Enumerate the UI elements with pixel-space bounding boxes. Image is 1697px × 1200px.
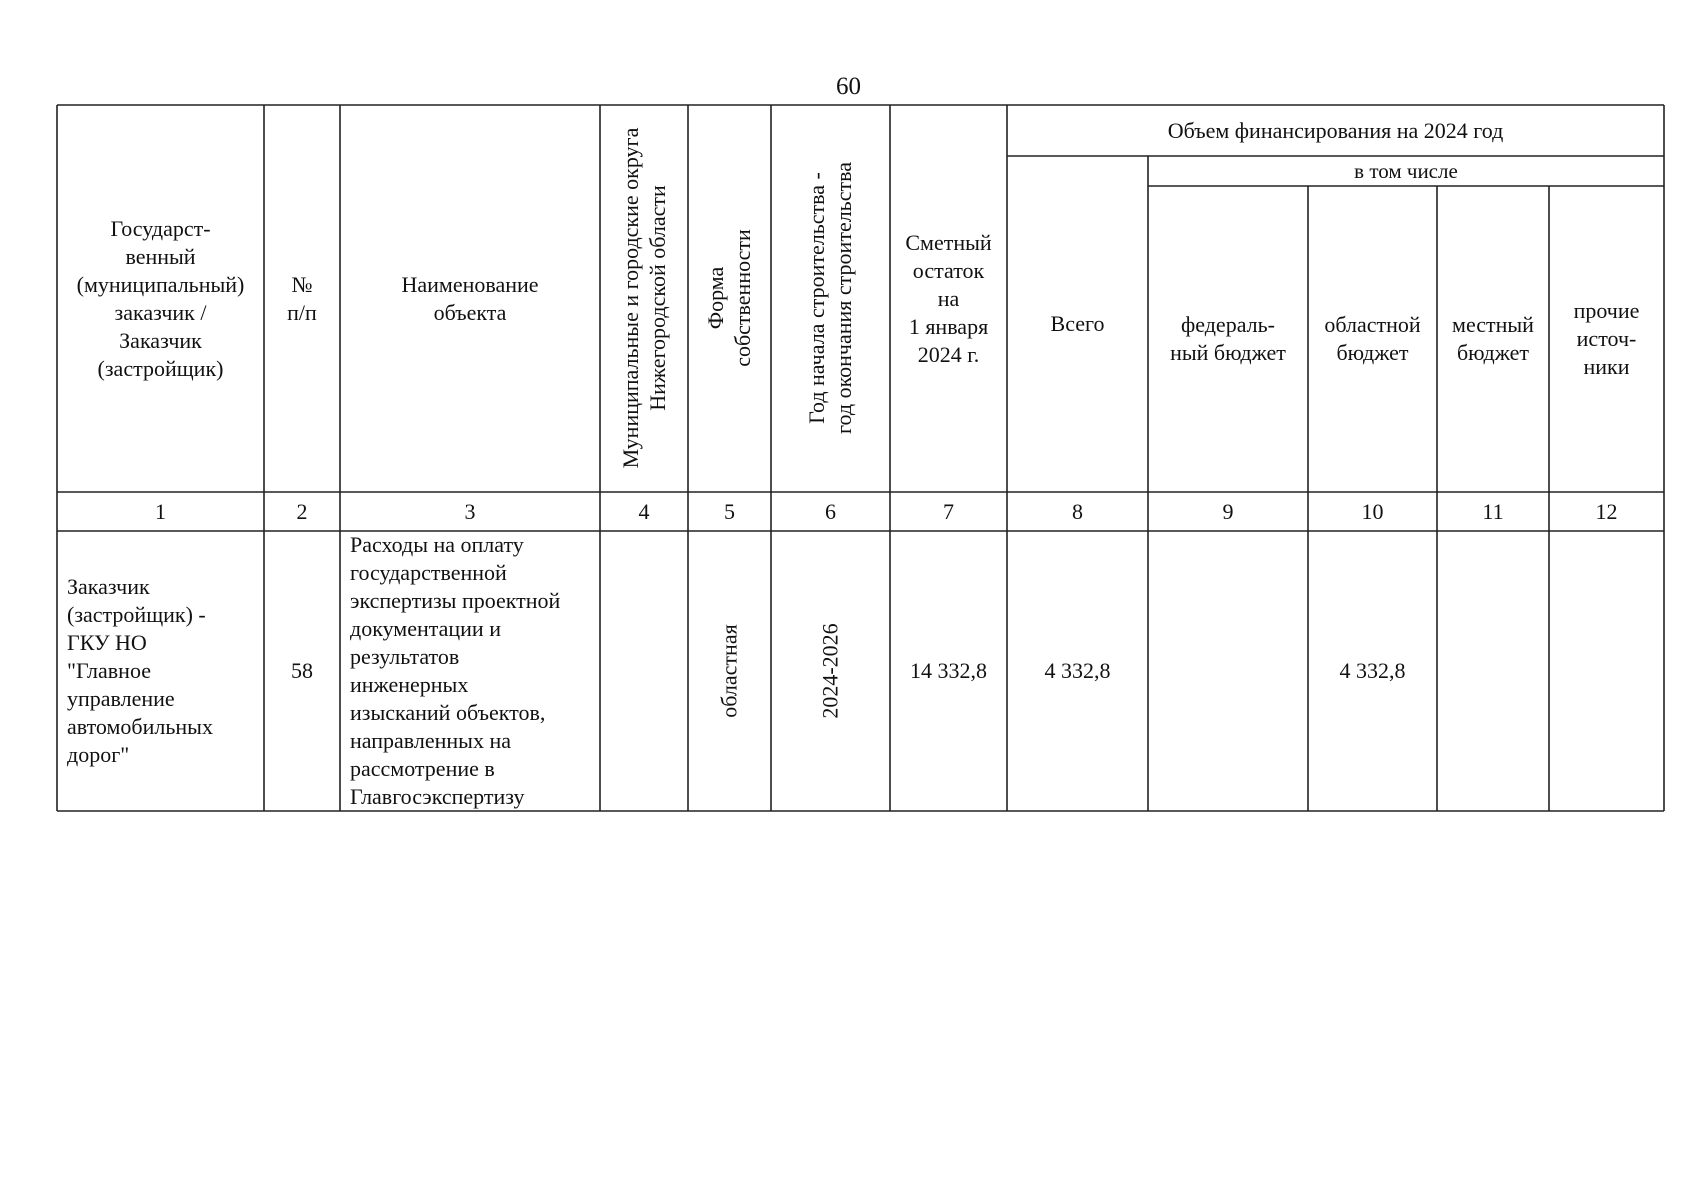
column-number-6: 6 <box>825 498 836 524</box>
column-number-1: 1 <box>155 498 166 524</box>
row-local-budget <box>1437 531 1549 811</box>
header-federal-budget: федераль- ный бюджет <box>1170 312 1286 365</box>
row-total: 4 332,8 <box>1044 658 1111 683</box>
row-number: 58 <box>291 658 313 683</box>
column-number-7: 7 <box>943 498 954 524</box>
column-number-11: 11 <box>1482 498 1504 524</box>
column-number-2: 2 <box>296 498 308 524</box>
header-regional-budget: областной бюджет <box>1324 312 1421 365</box>
column-number-12: 12 <box>1595 498 1618 524</box>
row-ownership: областная <box>716 624 742 718</box>
column-number-8: 8 <box>1072 498 1083 524</box>
row-municipality <box>600 531 688 811</box>
row-years: 2024-2026 <box>817 623 843 719</box>
header-total: Всего <box>1050 311 1105 336</box>
header-estimate-balance: Сметный остаток на 1 января 2024 г. <box>905 229 992 367</box>
row-customer: Заказчик (застройщик) - ГКУ НО "Главное управление автомобильных дорог" <box>67 574 213 767</box>
column-number-4: 4 <box>638 498 650 524</box>
row-object-name: Расходы на оплату государственной экспертизы проектной документации и результатов инженерных изысканий объектов, направленных на рассмотрение в Главгосэкспертизу <box>350 532 561 809</box>
header-ownership: Форма собственности <box>703 229 755 367</box>
row-regional-budget: 4 332,8 <box>1339 658 1406 683</box>
column-number-10: 10 <box>1361 498 1384 524</box>
row-other-sources <box>1549 531 1664 811</box>
header-other-sources: прочие источ- ники <box>1573 298 1640 379</box>
header-local-budget: местный бюджет <box>1452 312 1534 365</box>
header-years: Год начала строительства - год окончания строительства <box>804 162 856 434</box>
header-funding-volume: Объем финансирования на 2024 год <box>1167 117 1504 143</box>
row-federal-budget <box>1148 531 1308 811</box>
row-estimate-balance: 14 332,8 <box>910 658 987 683</box>
column-number-3: 3 <box>464 498 476 524</box>
header-number: № п/п <box>287 271 317 325</box>
column-number-5: 5 <box>724 498 735 524</box>
page-number: 60 <box>836 73 861 100</box>
column-number-9: 9 <box>1222 498 1234 524</box>
header-object-name: Наименование объекта <box>401 271 539 325</box>
header-municipalities: Муниципальные и городские округа Нижегородской области <box>618 127 670 469</box>
header-including: в том числе <box>1354 159 1458 183</box>
header-customer: Государст- венный (муниципальный) заказчик / Заказчик (застройщик) <box>76 215 245 381</box>
